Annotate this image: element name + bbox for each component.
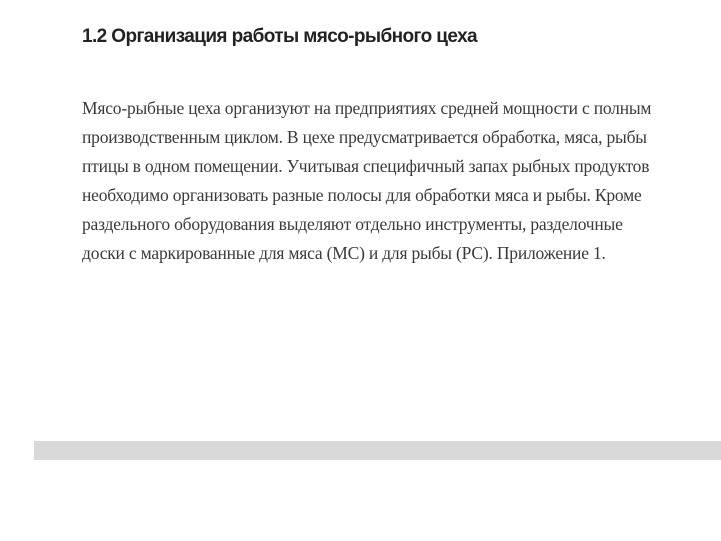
paragraph-line: раздельного оборудования выделяют отдельно инструменты, разделочные xyxy=(82,214,623,234)
paragraph-line: Мясо-рыбные цеха организуют на предприятиях средней мощности с полным xyxy=(82,98,652,118)
section-heading: 1.2 Организация работы мясо-рыбного цеха xyxy=(82,26,478,47)
paragraph-line: производственным циклом. В цехе предусматривается обработка, мяса, рыбы xyxy=(82,127,647,147)
paragraph-line: птицы в одном помещении. Учитывая специфичный запах рыбных продуктов xyxy=(82,156,650,176)
paragraph-line: доски с маркированные для мяса (МС) и для рыбы (РС). Приложение 1. xyxy=(82,243,606,263)
page-divider-bar xyxy=(34,441,721,460)
body-paragraph xyxy=(82,94,721,268)
paragraph-line: необходимо организовать разные полосы для обработки мяса и рыбы. Кроме xyxy=(82,185,642,205)
